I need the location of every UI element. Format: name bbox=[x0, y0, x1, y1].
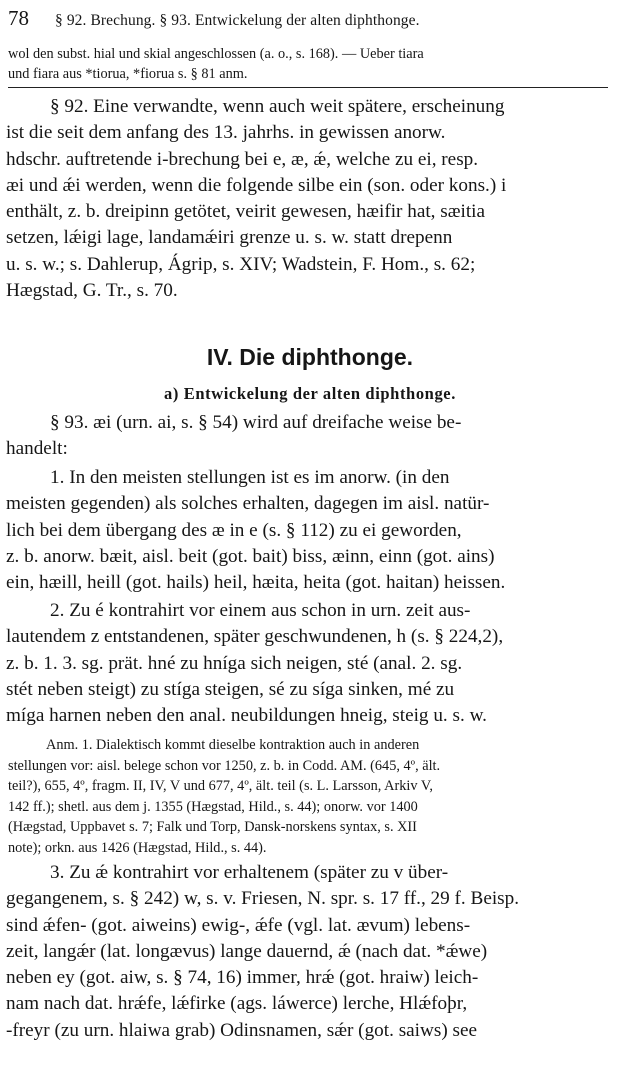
annotation-line: stellungen vor: aisl. belege schon vor 1250, z. b. in Codd. AM. (645, 4º, ält. bbox=[8, 757, 441, 774]
text-line: hdschr. auftretende i-brechung bei e, æ, ǽ, welche zu ei, resp. bbox=[6, 148, 479, 170]
text-line: sind ǽfen- (got. aiweins) ewig-, ǽfe (vgl. lat. ævum) lebens- bbox=[6, 914, 471, 936]
text-line: neben ey (got. aiw, s. § 74, 16) immer, hrǽ (got. hraiw) leich- bbox=[6, 967, 479, 989]
text-line: Hægstad, G. Tr., s. 70. bbox=[6, 280, 178, 302]
text-line: setzen, lǽigi lage, landamǽiri grenze u. s. w. statt drepenn bbox=[6, 227, 453, 249]
text-line: zeit, langǽr (lat. longævus) lange dauernd, ǽ (nach dat. *ǽwe) bbox=[6, 940, 488, 962]
carryover-footnote bbox=[8, 44, 612, 84]
text-line: æi und ǽi werden, wenn die folgende silbe ein (son. oder kons.) i bbox=[6, 174, 507, 196]
running-title: § 92. Brechung. § 93. Entwickelung der alten diphthonge. bbox=[55, 12, 420, 29]
text-line: 2. Zu é kontrahirt vor einem aus schon in urn. zeit aus- bbox=[50, 600, 471, 621]
text-line: -freyr (zu urn. hlaiwa grab) Odinsnamen, sǽr (got. saiws) see bbox=[6, 1019, 478, 1041]
text-line: 1. In den meisten stellungen ist es im anorw. (in den bbox=[50, 467, 450, 488]
annotation-1 bbox=[8, 735, 612, 859]
text-line: meisten gegenden) als solches erhalten, dagegen im aisl. natür- bbox=[6, 493, 490, 515]
text-line: z. b. 1. 3. sg. prät. hné zu hníga sich neigen, sté (anal. 2. sg. bbox=[6, 652, 463, 674]
text-line: u. s. w.; s. Dahlerup, Ágrip, s. XIV; Wadstein, F. Hom., s. 62; bbox=[6, 253, 476, 275]
annotation-line: 142 ff.); shetl. aus dem j. 1355 (Hægstad, Hild., s. 44); onorw. vor 1400 bbox=[8, 798, 418, 815]
text-line: § 93. æi (urn. ai, s. § 54) wird auf dreifache weise be- bbox=[50, 412, 462, 433]
text-line: míga harnen neben den anal. neubildungen hneig, steig u. s. w. bbox=[6, 705, 487, 727]
text-line: stét neben steigt) zu stíga steigen, sé zu síga sinken, mé zu bbox=[6, 678, 455, 700]
item-1 bbox=[6, 465, 612, 596]
annotation-line: Anm. 1. Dialektisch kommt dieselbe kontraktion auch in anderen bbox=[46, 737, 420, 753]
annotation-line: teil?), 655, 4º, fragm. II, IV, V und 677, 4º, ält. teil (s. L. Larsson, Arkiv V, bbox=[8, 778, 433, 795]
text-line: nam nach dat. hrǽfe, lǽfirke (ags. láwerce) lerche, Hlǽfoþr, bbox=[6, 993, 468, 1015]
text-line: z. b. anorw. bæit, aisl. beit (got. bait) biss, æinn, einn (got. ains) bbox=[6, 545, 495, 567]
page-header bbox=[8, 6, 610, 31]
text-line: handelt: bbox=[6, 438, 68, 460]
page-number: 78 bbox=[8, 6, 29, 30]
text-line: lich bei dem übergang des æ in e (s. § 112) zu ei geworden, bbox=[6, 519, 462, 541]
item-3 bbox=[6, 860, 612, 1044]
paragraph-92 bbox=[6, 94, 612, 304]
text-line: ein, hæill, heill (got. hails) heil, hæita, heita (got. haitan) heissen. bbox=[6, 572, 506, 594]
text-line: ist die seit dem anfang des 13. jahrhs. in gewissen anorw. bbox=[6, 122, 446, 144]
annotation-line: note); orkn. aus 1426 (Hægstad, Hild., s. 44). bbox=[8, 839, 267, 856]
text-line: lautendem z entstandenen, später geschwundenen, h (s. § 224,2), bbox=[6, 626, 504, 648]
chapter-heading: IV. Die diphthonge. bbox=[206, 344, 414, 370]
paragraph-93-intro bbox=[6, 410, 612, 463]
footnote-divider bbox=[8, 87, 608, 88]
footnote-line: wol den subst. hial und skial angeschlossen (a. o., s. 168). — Ueber tiara bbox=[8, 46, 424, 62]
text-line: § 92. Eine verwandte, wenn auch weit spätere, erscheinung bbox=[50, 96, 505, 117]
text-line: gegangenem, s. § 242) w, s. v. Friesen, N. spr. s. 17 ff., 29 f. Beisp. bbox=[6, 888, 520, 910]
annotation-line: (Hægstad, Uppbavet s. 7; Falk und Torp, Dansk-norskens syntax, s. XII bbox=[8, 819, 417, 836]
text-line: 3. Zu ǽ kontrahirt vor erhaltenem (später zu v über- bbox=[50, 862, 449, 883]
text-line: enthält, z. b. dreipinn getötet, veirit gewesen, hæifir hat, sæitia bbox=[6, 201, 486, 223]
footnote-line: und fiara aus *tiorua, *fiorua s. § 81 anm. bbox=[8, 66, 248, 82]
item-2 bbox=[6, 598, 612, 729]
section-heading: a) Entwickelung der alten diphthonge. bbox=[164, 384, 456, 403]
